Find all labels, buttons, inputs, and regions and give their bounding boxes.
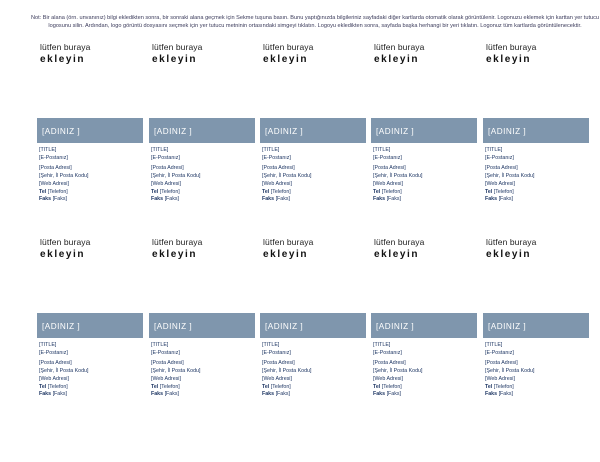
web-field[interactable]: [Web Adresi] [485,180,515,187]
logo-placeholder-line2: ekleyin [40,54,86,65]
phone-row [151,384,255,392]
contact-details [39,147,143,204]
address-field[interactable]: [Posta Adresi] [39,359,72,366]
instruction-note: Not: Bir alana (örn. unvanınız) bilgi ekledikten sonra, bir sonraki alana geçmek için Sekme tuşuna basın. Bunu yaptığınızda bilgileriniz sayfadaki diğer kartlarda otomatik olarak görüntülenir. Logonuzu eklemek için karttan yer tutucu logosunu silin. Ardından, logo görüntü dosyasını seçmek için yer tutucu metninin ortasındaki simgeyi tıklatın. Logoyu ekledikten sonra, sayfada başka herhangi bir yeri tıklatın. Logonuz tüm kartlarda görüntülenecektir. [30,15,600,29]
address-field[interactable]: [Posta Adresi] [151,359,184,366]
name-field[interactable]: [ADINIZ ] [154,322,193,331]
name-bar[interactable] [149,313,255,338]
logo-placeholder-line2: ekleyin [486,249,532,260]
fax-label: Faks [485,391,498,398]
web-field[interactable]: [Web Adresi] [373,375,403,382]
fax-row [485,196,589,204]
phone-label: Tel [373,383,381,390]
email-field[interactable]: [E-Postanız] [262,154,291,161]
phone-row [262,384,366,392]
logo-placeholder[interactable] [374,237,474,261]
fax-field[interactable]: [Faks] [386,391,401,398]
logo-placeholder-line1: lütfen buraya [486,42,537,52]
fax-row [485,391,589,399]
city-field[interactable]: [Şehir, İl Posta Kodu] [262,172,312,179]
city-field[interactable]: [Şehir, İl Posta Kodu] [151,367,201,374]
logo-placeholder-line1: lütfen buraya [152,237,203,247]
title-field[interactable]: [TITLE] [39,147,57,153]
city-field[interactable]: [Şehir, İl Posta Kodu] [262,367,312,374]
phone-label: Tel [485,383,493,390]
name-field[interactable]: [ADINIZ ] [42,322,81,331]
phone-label: Tel [262,188,270,195]
logo-placeholder[interactable] [152,42,252,66]
title-field[interactable]: [TITLE] [373,147,391,153]
contact-details [485,147,589,204]
address-field[interactable]: [Posta Adresi] [373,359,406,366]
phone-field[interactable]: [Telefon] [381,188,402,195]
business-card[interactable] [371,237,477,432]
fax-field[interactable]: [Faks] [164,196,179,203]
web-field[interactable]: [Web Adresi] [151,180,181,187]
logo-placeholder-line1: lütfen buraya [40,42,91,52]
name-bar[interactable] [37,118,143,143]
phone-row [373,189,477,197]
business-card[interactable] [37,237,143,432]
fax-label: Faks [485,196,498,203]
web-field[interactable]: [Web Adresi] [485,375,515,382]
name-bar[interactable] [260,118,366,143]
web-field[interactable]: [Web Adresi] [151,375,181,382]
title-field[interactable]: [TITLE] [151,342,169,348]
phone-field[interactable]: [Telefon] [381,383,402,390]
phone-field[interactable]: [Telefon] [493,188,514,195]
business-card[interactable] [260,237,366,432]
logo-placeholder-line2: ekleyin [152,249,198,260]
name-bar[interactable] [371,313,477,338]
fax-field[interactable]: [Faks] [275,196,290,203]
fax-field[interactable]: [Faks] [498,196,513,203]
web-field[interactable]: [Web Adresi] [39,375,69,382]
phone-label: Tel [485,188,493,195]
title-field[interactable]: [TITLE] [485,147,503,153]
city-field[interactable]: [Şehir, İl Posta Kodu] [39,367,89,374]
fax-label: Faks [262,391,275,398]
business-card[interactable] [37,42,143,237]
phone-field[interactable]: [Telefon] [493,383,514,390]
name-field[interactable]: [ADINIZ ] [265,127,304,136]
city-field[interactable]: [Şehir, İl Posta Kodu] [151,172,201,179]
name-field[interactable]: [ADINIZ ] [265,322,304,331]
phone-field[interactable]: [Telefon] [47,188,68,195]
name-field[interactable]: [ADINIZ ] [488,322,527,331]
email-field[interactable]: [E-Postanız] [151,154,180,161]
fax-label: Faks [39,391,52,398]
phone-row [485,189,589,197]
email-field[interactable]: [E-Postanız] [39,349,68,356]
phone-row [151,189,255,197]
address-field[interactable]: [Posta Adresi] [151,164,184,171]
logo-placeholder[interactable] [152,237,252,261]
phone-field[interactable]: [Telefon] [270,383,291,390]
logo-placeholder-line1: lütfen buraya [263,42,314,52]
logo-placeholder[interactable] [40,42,140,66]
city-field[interactable]: [Şehir, İl Posta Kodu] [373,172,423,179]
logo-placeholder-line2: ekleyin [374,54,420,65]
fax-field[interactable]: [Faks] [164,391,179,398]
fax-label: Faks [151,196,164,203]
address-field[interactable]: [Posta Adresi] [373,164,406,171]
logo-placeholder-line1: lütfen buraya [263,237,314,247]
name-field[interactable]: [ADINIZ ] [42,127,81,136]
title-field[interactable]: [TITLE] [262,147,280,153]
fax-row [39,196,143,204]
fax-row [39,391,143,399]
email-field[interactable]: [E-Postanız] [485,154,514,161]
city-field[interactable]: [Şehir, İl Posta Kodu] [39,172,89,179]
logo-placeholder-line2: ekleyin [40,249,86,260]
business-card[interactable] [149,237,255,432]
logo-placeholder-line2: ekleyin [374,249,420,260]
fax-row [151,391,255,399]
name-field[interactable]: [ADINIZ ] [154,127,193,136]
logo-placeholder[interactable] [486,42,586,66]
logo-placeholder[interactable] [40,237,140,261]
business-card[interactable] [260,42,366,237]
email-field[interactable]: [E-Postanız] [39,154,68,161]
logo-placeholder[interactable] [263,42,363,66]
fax-label: Faks [373,391,386,398]
logo-placeholder-line1: lütfen buraya [374,42,425,52]
fax-row [373,196,477,204]
email-field[interactable]: [E-Postanız] [373,154,402,161]
email-field[interactable]: [E-Postanız] [485,349,514,356]
contact-details [373,342,477,399]
fax-field[interactable]: [Faks] [52,196,67,203]
contact-details [151,147,255,204]
fax-label: Faks [151,391,164,398]
phone-row [485,384,589,392]
phone-row [39,384,143,392]
name-bar[interactable] [260,313,366,338]
city-field[interactable]: [Şehir, İl Posta Kodu] [373,367,423,374]
name-bar[interactable] [37,313,143,338]
contact-details [39,342,143,399]
phone-field[interactable]: [Telefon] [159,383,180,390]
logo-placeholder-line2: ekleyin [152,54,198,65]
phone-label: Tel [39,188,47,195]
web-field[interactable]: [Web Adresi] [262,180,292,187]
title-field[interactable]: [TITLE] [151,147,169,153]
email-field[interactable]: [E-Postanız] [151,349,180,356]
fax-label: Faks [373,196,386,203]
address-field[interactable]: [Posta Adresi] [262,164,295,171]
title-field[interactable]: [TITLE] [39,342,57,348]
email-field[interactable]: [E-Postanız] [262,349,291,356]
web-field[interactable]: [Web Adresi] [262,375,292,382]
title-field[interactable]: [TITLE] [485,342,503,348]
name-field[interactable]: [ADINIZ ] [376,127,415,136]
fax-label: Faks [262,196,275,203]
fax-label: Faks [39,196,52,203]
address-field[interactable]: [Posta Adresi] [485,164,518,171]
contact-details [485,342,589,399]
phone-row [373,384,477,392]
logo-placeholder[interactable] [263,237,363,261]
address-field[interactable]: [Posta Adresi] [39,164,72,171]
name-bar[interactable] [483,118,589,143]
logo-placeholder-line1: lütfen buraya [152,42,203,52]
fax-row [262,391,366,399]
phone-field[interactable]: [Telefon] [47,383,68,390]
city-field[interactable]: [Şehir, İl Posta Kodu] [485,367,535,374]
contact-details [151,342,255,399]
name-field[interactable]: [ADINIZ ] [488,127,527,136]
logo-placeholder-line1: lütfen buraya [374,237,425,247]
web-field[interactable]: [Web Adresi] [39,180,69,187]
logo-placeholder-line1: lütfen buraya [486,237,537,247]
name-bar[interactable] [371,118,477,143]
fax-row [262,196,366,204]
name-bar[interactable] [149,118,255,143]
business-card[interactable] [149,42,255,237]
logo-placeholder-line2: ekleyin [486,54,532,65]
phone-row [262,189,366,197]
phone-label: Tel [262,383,270,390]
logo-placeholder-line1: lütfen buraya [40,237,91,247]
phone-label: Tel [39,383,47,390]
logo-placeholder-line2: ekleyin [263,54,309,65]
contact-details [262,147,366,204]
fax-field[interactable]: [Faks] [275,391,290,398]
logo-placeholder-line2: ekleyin [263,249,309,260]
contact-details [262,342,366,399]
business-card[interactable] [371,42,477,237]
business-card[interactable] [483,237,589,432]
phone-row [39,189,143,197]
fax-field[interactable]: [Faks] [386,196,401,203]
fax-field[interactable]: [Faks] [498,391,513,398]
web-field[interactable]: [Web Adresi] [373,180,403,187]
phone-label: Tel [373,188,381,195]
address-field[interactable]: [Posta Adresi] [262,359,295,366]
phone-field[interactable]: [Telefon] [270,188,291,195]
logo-placeholder[interactable] [374,42,474,66]
name-bar[interactable] [483,313,589,338]
title-field[interactable]: [TITLE] [262,342,280,348]
phone-label: Tel [151,383,159,390]
logo-placeholder[interactable] [486,237,586,261]
fax-row [373,391,477,399]
phone-field[interactable]: [Telefon] [159,188,180,195]
address-field[interactable]: [Posta Adresi] [485,359,518,366]
title-field[interactable]: [TITLE] [373,342,391,348]
contact-details [373,147,477,204]
city-field[interactable]: [Şehir, İl Posta Kodu] [485,172,535,179]
phone-label: Tel [151,188,159,195]
name-field[interactable]: [ADINIZ ] [376,322,415,331]
email-field[interactable]: [E-Postanız] [373,349,402,356]
fax-row [151,196,255,204]
business-card[interactable] [483,42,589,237]
fax-field[interactable]: [Faks] [52,391,67,398]
